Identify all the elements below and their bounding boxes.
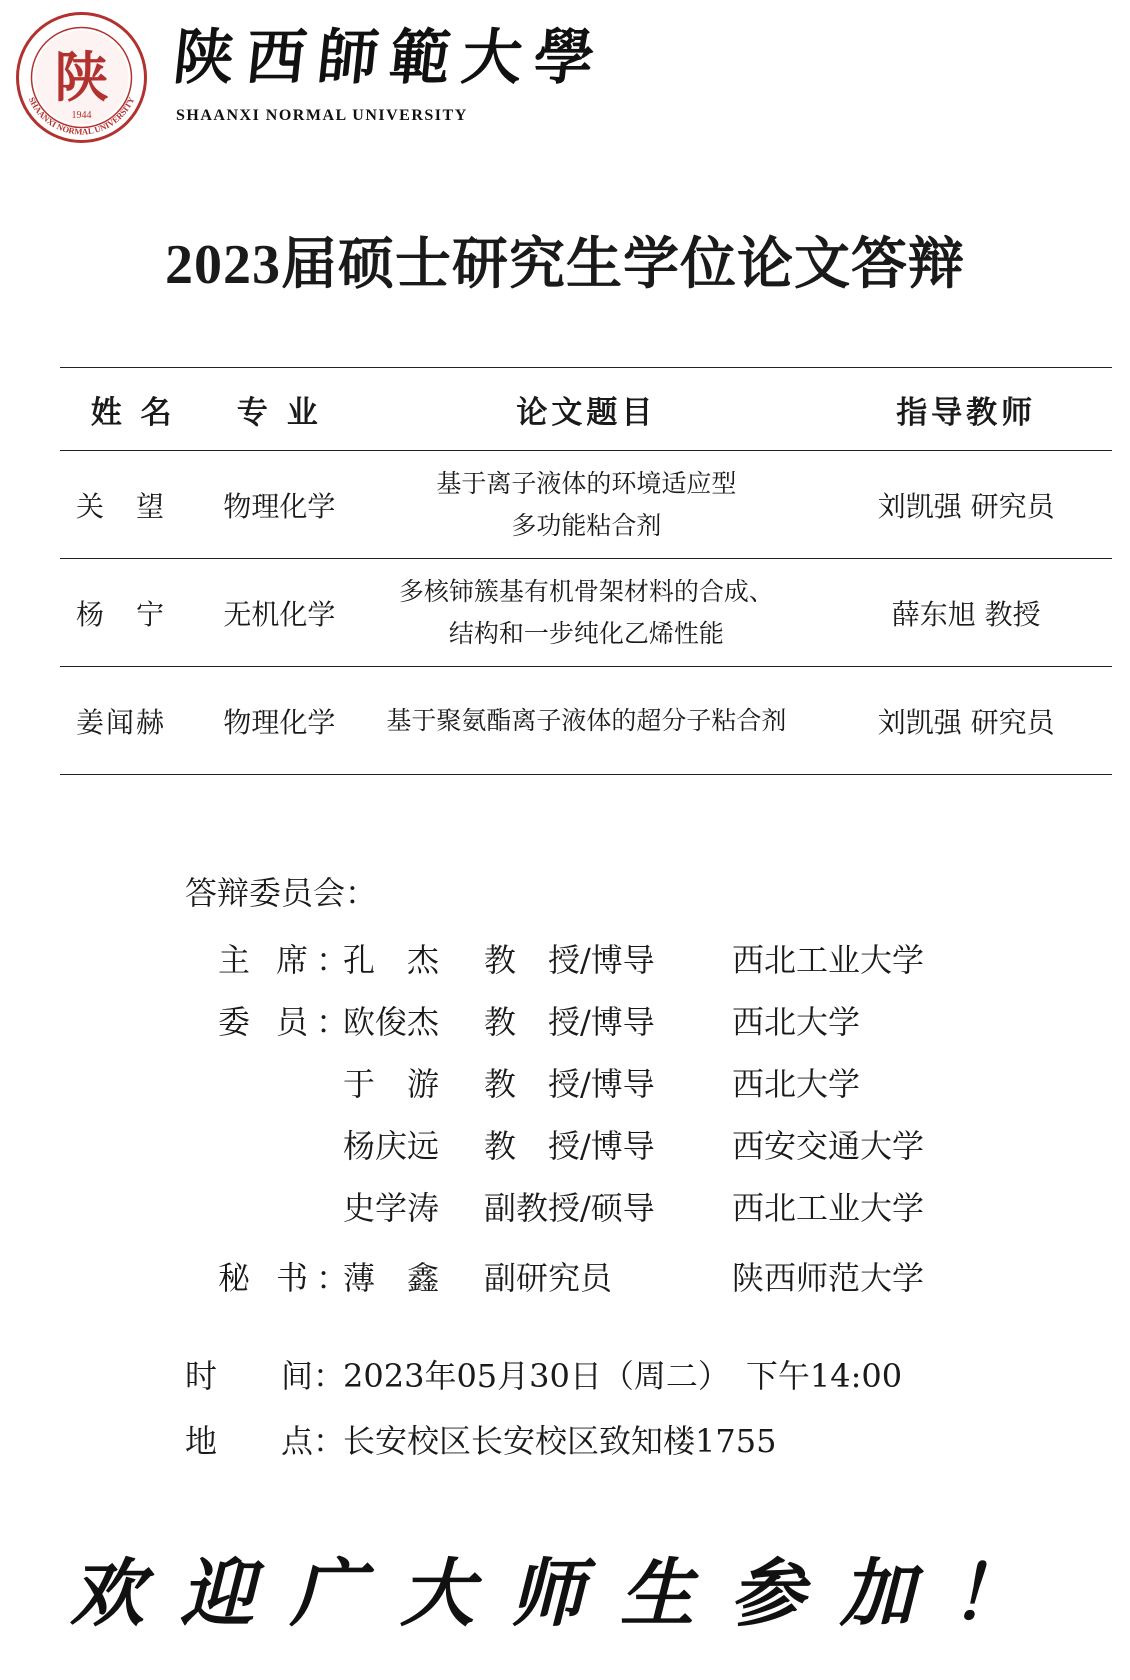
time-label: 时 间： [185,1357,346,1395]
committee-member-affiliation: 西北大学 [732,1003,861,1041]
svg-text:SHAANXI NORMAL UNIVERSITY: SHAANXI NORMAL UNIVERSITY [26,95,137,137]
university-name-cn: 陕西師範大學 [170,23,610,93]
column-header-thesis-title: 论文题目 [352,368,820,451]
thesis-title-line: 多功能粘合剂 [511,510,662,540]
committee-member-affiliation: 西安交通大学 [732,1127,925,1165]
student-name: 杨 宁 [60,559,206,667]
defense-schedule-table [60,367,1112,775]
committee-member-affiliation: 西北工业大学 [732,1189,925,1227]
advisor: 刘凯强 研究员 [820,667,1112,775]
thesis-title-line: 多核铈簇基有机骨架材料的合成、 [398,576,774,606]
committee-member-title: 教 授/博导 [484,1003,655,1041]
thesis-title-line: 基于离子液体的环境适应型 [436,468,737,498]
committee-member-name: 欧俊杰 [343,1003,440,1041]
committee-heading: 答辩委员会： [185,874,378,912]
table-row [60,451,1112,559]
column-header-major: 专 业 [206,368,352,451]
advisor: 薛东旭 教授 [820,559,1112,667]
committee-member-affiliation: 陕西师范大学 [732,1259,925,1297]
place-value: 长安校区长安校区致知楼1755 [343,1422,777,1460]
advisor: 刘凯强 研究员 [820,451,1112,559]
committee-role: 委 员： [218,1003,357,1041]
column-header-name: 姓 名 [60,368,206,451]
committee-member-title: 副教授/硕导 [484,1189,655,1227]
student-name: 关 望 [60,451,206,559]
committee-member-title: 教 授/博导 [484,941,655,979]
table-header-row [60,368,1112,451]
committee-member-name: 于 游 [343,1065,440,1103]
committee-member-name: 孔 杰 [343,941,440,979]
welcome-message: 欢迎广大师生参加！ [70,1551,1060,1637]
committee-member-affiliation: 西北大学 [732,1065,861,1103]
committee-member-name: 杨庆远 [343,1127,440,1165]
place-label: 地 点： [185,1422,346,1460]
thesis-title [352,451,820,559]
student-major: 物理化学 [206,667,352,775]
column-header-advisor: 指导教师 [820,368,1112,451]
svg-text:陕: 陕 [54,45,109,109]
svg-text:1944: 1944 [71,110,92,121]
committee-member-name: 薄 鑫 [343,1259,440,1297]
page-title: 2023届硕士研究生学位论文答辩 [165,234,965,296]
committee-member-name: 史学涛 [343,1189,440,1227]
time-value: 2023年05月30日（周二） 下午14:00 [343,1357,903,1395]
university-name-en: SHAANXI NORMAL UNIVERSITY [176,107,468,124]
student-major: 物理化学 [206,451,352,559]
thesis-title [352,667,820,775]
committee-role: 主 席： [218,941,357,979]
university-seal-logo [14,10,149,145]
thesis-title-line: 结构和一步纯化乙烯性能 [448,618,724,648]
committee-member-title: 副研究员 [484,1259,613,1297]
committee-member-title: 教 授/博导 [484,1065,655,1103]
student-name: 姜闻赫 [60,667,206,775]
student-major: 无机化学 [206,559,352,667]
university-header [14,10,614,145]
table-row [60,667,1112,775]
committee-role: 秘 书： [218,1259,357,1297]
thesis-title-line: 基于聚氨酯离子液体的超分子粘合剂 [386,705,787,735]
committee-member-affiliation: 西北工业大学 [732,941,925,979]
committee-member-title: 教 授/博导 [484,1127,655,1165]
thesis-title [352,559,820,667]
table-row [60,559,1112,667]
